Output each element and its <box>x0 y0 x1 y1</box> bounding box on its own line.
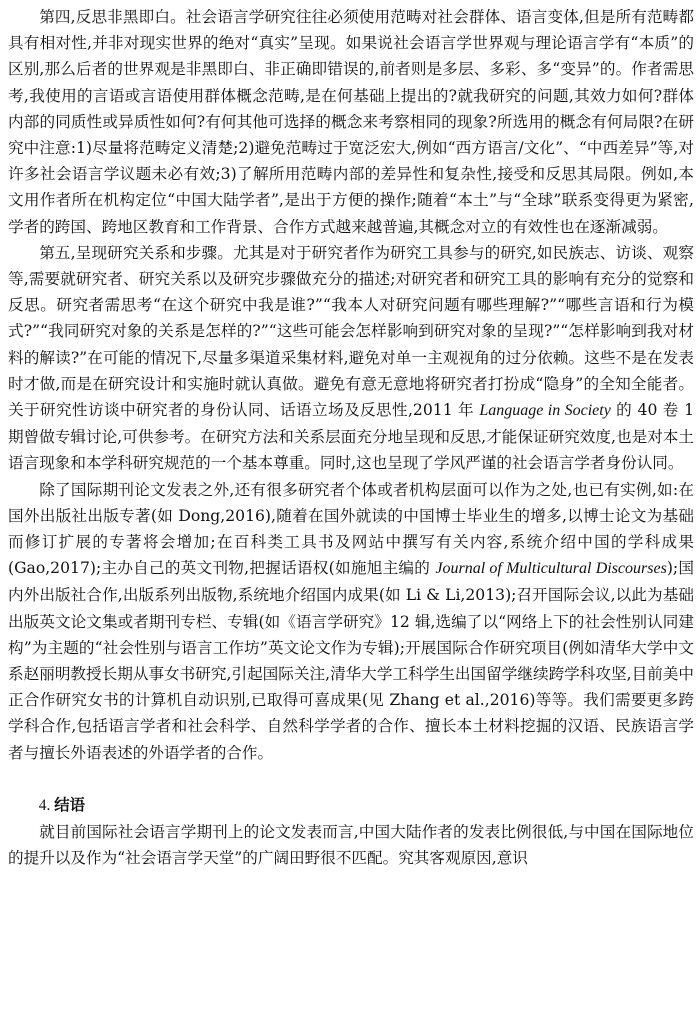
para1-text: 第四,反思非黑即白。社会语言学研究往往必须使用范畴对社会群体、语言变体,但是所有范畴都具有相对性,并非对现实世界的绝对“真实”呈现。如果说社会语言学世界观与理论语言学有“本质”的区别,那么后者的世界观是非黑即白、非正确即错误的,前者则是多层、多彩、多“变异”的。作者需思考,我使用的言语或言语使用群体概念范畴,是在何基础上提出的?就我研究的问题,其效力如何?群体内部的同质性或异质性如何?有何其他可选择的概念来考察相同的现象?所选用的概念有何局限?在研究中注意:1)尽量将范畴定义清楚;2)避免范畴过于宽泛宏大,例如“西方语言/文化”、“中西差异”等,对许多社会语言学议题未必有效;3)了解所用范畴内部的差异性和复杂性,接受和反思其局限。例如,本文用作者所在机构定位“中国大陆学者”,是出于方便的操作;随着“本土”与“全球”联系变得更为紧密,学者的跨国、跨地区教育和工作背景、合作方式越来越普遍,其概念对立的有效性也在逐渐减弱。 <box>8 8 694 236</box>
journal-title-language-in-society: Language in Society <box>479 402 611 420</box>
section-title: 结语 <box>54 795 85 814</box>
section-number: 4. <box>38 796 55 814</box>
paragraph-conclusion <box>8 819 694 871</box>
conclusion-text: 就目前国际社会语言学期刊上的论文发表而言,中国大陆作者的发表比例很低,与中国在国际地位的提升以及作为“社会语言学天堂”的广阔田野很不匹配。究其客观原因,意识 <box>8 823 694 868</box>
para2-text-a: 第五,呈现研究关系和步骤。尤其是对于研究者作为研究工具参与的研究,如民族志、访谈、观察等,需要就研究者、研究关系以及研究步骤做充分的描述;对研究者和研究工具的影响有充分的觉察和反思。研究者需思考“在这个研究中我是谁?”“我本人对研究问题有哪些理解?”“哪些言语和行为模式?”“我同研究对象的关系是怎样的?”“这些可能会怎样影响到研究对象的呈现?”“怎样影响到我对材料的解读?”在可能的情况下,尽量多渠道采集材料,避免对单一主观视角的过分依赖。这些不是在发表时才做,而是在研究设计和实施时就认真做。避免有意无意地将研究者打扮成“隐身”的全知全能者。关于研究性访谈中研究者的身份认同、话语立场及反思性,2011 年 <box>8 243 694 420</box>
paper-page <box>8 4 694 872</box>
para2-text-b: 的 40 卷 1 期曾做专辑讨论,可供参考。在研究方法和关系层面充分地呈现和反思,才能保证研究效度,也是对本土语言现象和本学科研究规范的一个基本尊重。同时,这也呈现了学风严谨的社会语言学者身份认同。 <box>8 401 695 473</box>
paragraph-fifth-point <box>8 240 694 477</box>
journal-title-multicultural-discourses: Journal of Multicultural Discourses <box>435 560 667 578</box>
section-heading-conclusion <box>8 792 694 819</box>
para3-text-a: 除了国际期刊论文发表之外,还有很多研究者个体或者机构层面可以作为之处,也已有实例,如:在国外出版社出版专著(如 Dong,2016),随着在国外就读的中国博士毕业生的增多,以博士论文为基础而修订扩展的专著将会增加;在百科类工具书及网站中撰写有关内容,系统介绍中国的学科成果(Gao,2017);主办自己的英文刊物,把握话语权(如施旭主编的 <box>8 480 694 578</box>
paragraph-other-channels <box>8 477 694 766</box>
para3-text-b: );国内外出版社合作,出版系列出版物,系统地介绍国内成果(如 Li & Li,2013);召开国际会议,以此为基础出版英文论文集或者期刊专栏、专辑(如《语言学研究》12 辑,选编了以“网络上下的社会性别认同建构”为主题的“社会性别与语言工作坊”英文论文作为专辑);开展国际合作研究项目(例如清华大学中文系赵丽明教授长期从事女书研究,引起国际关注,清华大学工科学生出国留学继续跨学科攻坚,目前美中正合作研究女书的计算机自动识别,已取得可喜成果(见 Zhang et al.,2016)等等。我们需要更多跨学科合作,包括语言学者和社会科学、自然科学学者的合作、擅长本土材料挖掘的汉语、民族语言学者与擅长外语表述的外语学者的合作。 <box>8 559 695 762</box>
paragraph-fourth-point <box>8 4 694 240</box>
